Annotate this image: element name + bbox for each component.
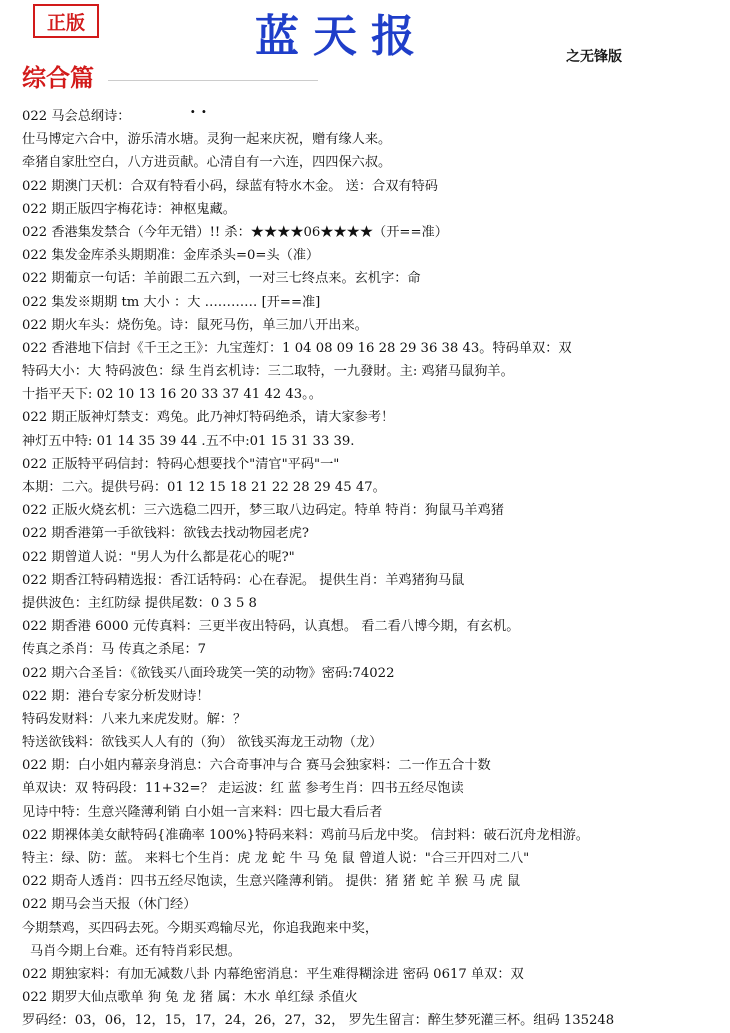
text-line: 牵猪自家肚空白，八方进贡献。心清自有一六连，四四保六叔。 — [22, 155, 392, 171]
text-line: 022 期香港 6000 元传真料：三更半夜出特码，认真想。 看二看八博今期，有玄机。 — [22, 619, 520, 635]
text-line: 022 期火车头：烧伤兔。诗：鼠死马伤，单三加八开出来。 — [22, 317, 368, 333]
text-line: 罗码经：03，06，12，15，17，24，26，27，32， 罗先生留言：醉生梦死灌三杯。组码 135248 — [22, 1013, 615, 1029]
text-line: 022 期：白小姐内幕亲身消息：六合奇事冲与合 赛马会独家料：二一作五合十数 — [22, 758, 491, 774]
text-line: 022 集发金库杀头期期准：金库杀头=0=头（准） — [22, 248, 320, 264]
section-heading: 综合篇 — [22, 64, 94, 92]
text-line: 今期禁鸡，买四码去死。今期买鸡输尽光，你追我跑来中奖， — [22, 920, 379, 936]
text-line: 022 期香港第一手欲钱料：欲钱去找动物园老虎? — [22, 526, 309, 542]
text-line: 传真之杀肖：马 传真之杀尾：7 — [22, 642, 207, 658]
text-line: 022 期马会当天报（休门经） — [22, 897, 197, 913]
text-line: 022 马会总纲诗： — [22, 109, 131, 124]
text-line: 特码大小：大 特码波色：绿 生肖玄机诗：三二取特，一九發財。主: 鸡猪马鼠狗羊。 — [22, 364, 514, 380]
text-line: 十指平天下: 02 10 13 16 20 33 37 41 42 43。。 — [22, 387, 322, 403]
text-line: 提供波色：主红防绿 提供尾数：0 3 5 8 — [22, 595, 257, 611]
text-line: 单双诀：双 特码段：11+32=？ 走运波：红 蓝 参考生肖：四书五经尽饱读 — [22, 781, 464, 797]
text-line: 神灯五中特: 01 14 35 39 44 .五不中:01 15 31 33 39. — [22, 433, 355, 449]
text-line: 022 期：港台专家分析发财诗！ — [22, 688, 210, 704]
text-line: 仕马博定六合中，游乐清水塘。灵狗一起来庆祝，赠有缘人来。 — [22, 132, 392, 148]
text-line: 022 期澳门天机：合双有特看小码，绿蓝有特水木金。 送：合双有特码 — [22, 178, 438, 194]
text-line: 022 正版特平码信封：特码心想要找个"清官"平码"一" — [22, 456, 340, 472]
text-line: 022 期独家料：有加无减数八卦 内幕绝密消息：平生难得糊涂进 密码 0617 单双：双 — [22, 966, 524, 982]
edition-label: 之无锋版 — [566, 49, 622, 65]
text-line: 022 期裸体美女献特码{准确率 100%}特码来料：鸡前马后龙中奖。 信封料：破石沉舟龙相游。 — [22, 827, 589, 843]
text-line: 022 期奇人透肖：四书五经尽饱读，生意兴隆薄利销。 提供：猪 猪 蛇 羊 猴 马 虎 鼠 — [22, 874, 521, 890]
newspaper-title: 蓝天报 — [255, 11, 429, 62]
text-line: 022 期六合圣旨：《欲钱买八面玲珑笑一笑的动物》密码:74022 — [22, 665, 395, 681]
text-line: 特主：绿、防：蓝。 来料七个生肖：虎 龙 蛇 牛 马 兔 鼠 曾道人说："合三开四对二八" — [22, 851, 530, 866]
text-line: 022 集发※期期 tm 大小 ：大 ………… [开==准] — [22, 294, 321, 310]
edition-badge: 正版 — [33, 4, 99, 38]
decorative-dots: . . — [190, 98, 207, 117]
text-line: 022 期正版四字梅花诗：神枢鬼藏。 — [22, 201, 236, 217]
text-line: 022 期罗大仙点歌单 狗 兔 龙 猪 属：木水 单红绿 杀值火 — [22, 990, 358, 1006]
section-divider — [108, 80, 318, 81]
text-line: 022 期香江特码精选报：香江话特码：心在春泥。 提供生肖：羊鸡猪狗马鼠 — [22, 572, 465, 588]
text-line: 马肖今期上台难。还有特肖彩民想。 — [30, 943, 241, 959]
article-body — [22, 105, 722, 1033]
text-line: 022 期曾道人说："男人为什么都是花心的呢?" — [22, 549, 295, 565]
text-line: 022 期正版神灯禁支：鸡兔。此乃神灯特码绝杀，请大家参考！ — [22, 410, 395, 426]
text-line: 特码发财料：八来九来虎发财。解：？ — [22, 711, 247, 727]
text-line: 022 香港地下信封《千王之王》：九宝莲灯：1 04 08 09 16 28 29 36 38 43。特码单双：双 — [22, 340, 572, 356]
text-line: 特送欲钱料：欲钱买人人有的（狗） 欲钱买海龙王动物（龙） — [22, 735, 383, 751]
text-line: 022 期葡京一句话：羊前跟二五六到，一对三七终点来。玄机字：命 — [22, 271, 421, 287]
text-line: 见诗中特：生意兴隆薄利销 白小姐一言来料：四七最大看后者 — [22, 804, 383, 820]
text-line: 本期：二六。提供号码：01 12 15 18 21 22 28 29 45 47。 — [22, 480, 386, 495]
text-line: 022 香港集发禁合（今年无错）!! 杀：★★★★06★★★★（开==准） — [22, 224, 448, 240]
text-line: 022 正版火烧玄机：三六选稳二四开，梦三取八边码定。特单 特肖：狗鼠马羊鸡猪 — [22, 503, 504, 519]
